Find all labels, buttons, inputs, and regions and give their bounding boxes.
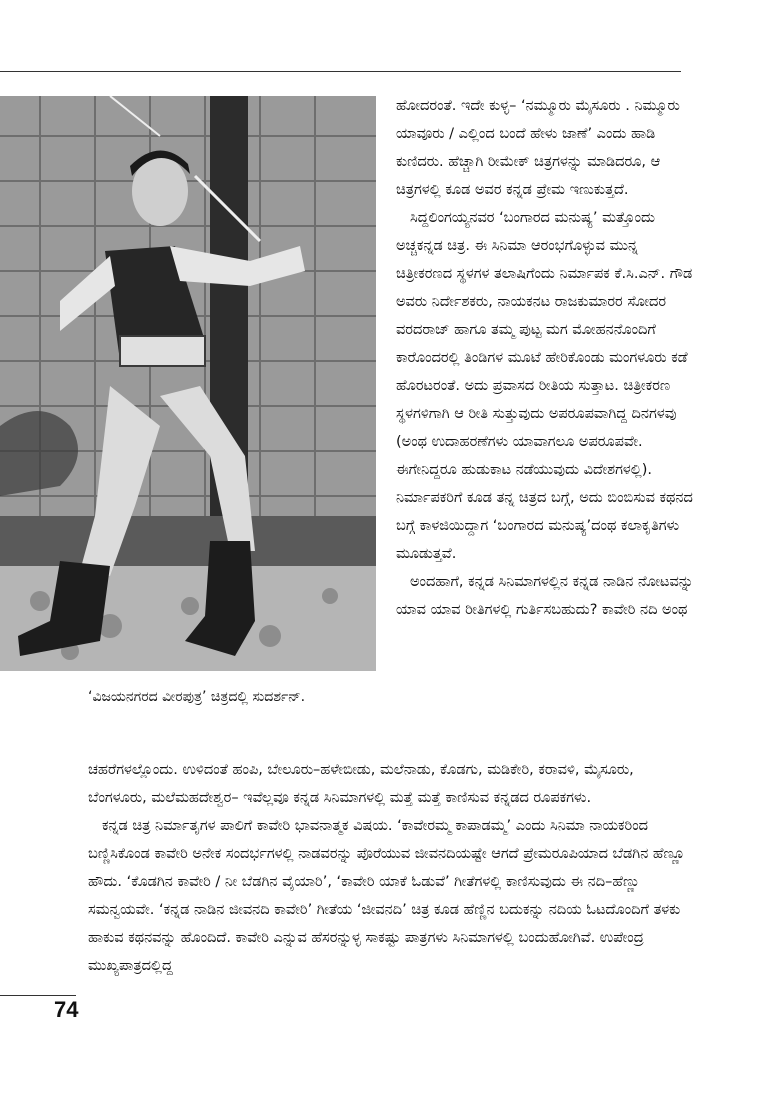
film-still-photo [0, 96, 376, 671]
paragraph: ಅಂದಹಾಗೆ, ಕನ್ನಡ ಸಿನಿಮಾಗಳಲ್ಲಿನ ಕನ್ನಡ ನಾಡಿನ ನೋಟವನ್ನು ಯಾವ ಯಾವ ರೀತಿಗಳಲ್ಲಿ ಗುರ್ತಿಸಬಹುದು? ಕಾವೇರಿ ನದಿ ಅಂಥ [396, 574, 694, 618]
film-still-illustration [0, 96, 376, 671]
right-column-text [396, 92, 696, 624]
paragraph: ಸಿದ್ದಲಿಂಗಯ್ಯನವರ ‘ಬಂಗಾರದ ಮನುಷ್ಯ’ ಮತ್ತೊಂದು ಅಚ್ಚಕನ್ನಡ ಚಿತ್ರ. ಈ ಸಿನಿಮಾ ಆರಂಭಗೊಳ್ಳುವ ಮುನ್ನ ಚಿತ್ರೀಕರಣದ ಸ್ಥಳಗಳ ತಲಾಷಿಗೆಂದು ನಿರ್ಮಾಪಕ ಕೆ.ಸಿ.ಎನ್. ಗೌಡ ಅವರು ನಿರ್ದೇಶಕರು, ನಾಯಕನಟ ರಾಜಕುಮಾರರ ಸೋದರ ವರದರಾಜ್ ಹಾಗೂ ತಮ್ಮ ಪುಟ್ಟ ಮಗ ಮೋಹನನೊಂದಿಗೆ ಕಾರೊಂದರಲ್ಲಿ ತಿಂಡಿಗಳ ಮೂಟೆ ಹೇರಿಕೊಂಡು ಮಂಗಳೂರು ಕಡೆ ಹೊರಟರಂತೆ. ಅದು ಪ್ರವಾಸದ ರೀತಿಯ ಸುತ್ತಾಟ. ಚಿತ್ರೀಕರಣ ಸ್ಥಳಗಳಿಗಾಗಿ ಆ ರೀತಿ ಸುತ್ತುವುದು ಅಪರೂಪವಾಗಿದ್ದ ದಿನಗಳವು (ಅಂಥ ಉದಾಹರಣೆಗಳು ಯಾವಾಗಲೂ ಅಪರೂಪವೇ. ಈಗೇನಿದ್ದರೂ ಹುಡುಕಾಟ ನಡೆಯುವುದು ವಿದೇಶಗಳಲ್ಲಿ). ನಿರ್ಮಾಪಕರಿಗೆ ಕೂಡ ತನ್ನ ಚಿತ್ರದ ಬಗ್ಗೆ, ಅದು ಬಿಂಬಿಸುವ ಕಥನದ ಬಗ್ಗೆ ಕಾಳಜಿಯಿದ್ದಾಗ ‘ಬಂಗಾರದ ಮನುಷ್ಯ’ದಂಥ ಕಲಾಕೃತಿಗಳು ಮೂಡುತ್ತವೆ. [396, 210, 693, 562]
paragraph: ಕನ್ನಡ ಚಿತ್ರ ನಿರ್ಮಾತೃಗಳ ಪಾಲಿಗೆ ಕಾವೇರಿ ಭಾವನಾತ್ಮಕ ವಿಷಯ. ‘ಕಾವೇರಮ್ಮ ಕಾಪಾಡಮ್ಮ’ ಎಂದು ಸಿನಿಮಾ ನಾಯಕರಿಂದ ಬಣ್ಣಿಸಿಕೊಂಡ ಕಾವೇರಿ ಅನೇಕ ಸಂದರ್ಭಗಳಲ್ಲಿ ನಾಡವರನ್ನು ಪೊರೆಯುವ ಜೀವನದಿಯಷ್ಟೇ ಆಗದೆ ಪ್ರೇಮರೂಪಿಯಾದ ಬೆಡಗಿನ ಹೆಣ್ಣೂ ಹೌದು. ‘ಕೊಡಗಿನ ಕಾವೇರಿ / ನೀ ಬೆಡಗಿನ ವೈಯಾರಿ’, ‘ಕಾವೇರಿ ಯಾಕೆ ಓಡುವೆ’ ಗೀತೆಗಳಲ್ಲಿ ಕಾಣಿಸುವುದು ಈ ನದಿ–ಹೆಣ್ಣು ಸಮನ್ವಯವೇ. ‘ಕನ್ನಡ ನಾಡಿನ ಜೀವನದಿ ಕಾವೇರಿ’ ಗೀತೆಯ ‘ಜೀವನದಿ’ ಚಿತ್ರ ಕೂಡ ಹೆಣ್ಣಿನ ಬದುಕನ್ನು ನದಿಯ ಓಟದೊಂದಿಗೆ ತಳಕು ಹಾಕುವ ಕಥನವನ್ನು ಹೊಂದಿದೆ. ಕಾವೇರಿ ಎನ್ನುವ ಹೆಸರನ್ನುಳ್ಳ ಸಾಕಷ್ಟು ಪಾತ್ರಗಳು ಸಿನಿಮಾಗಳಲ್ಲಿ ಬಂದುಹೋಗಿವೆ. ಉಪೇಂದ್ರ ಮುಖ್ಯಪಾತ್ರದಲ್ಲಿದ್ದ [88, 818, 686, 974]
top-rule [0, 71, 681, 72]
bottom-rule [0, 995, 76, 996]
page-number: 74 [54, 997, 79, 1022]
paragraph: ಚಹರೆಗಳಲ್ಲೊಂದು. ಉಳಿದಂತೆ ಹಂಪಿ, ಬೇಲೂರು–ಹಳೇಬೀಡು, ಮಲೆನಾಡು, ಕೊಡಗು, ಮಡಿಕೇರಿ, ಕರಾವಳಿ, ಮೈಸೂರು, ಬೆಂಗಳೂರು, ಮಲೆಮಹದೇಶ್ವರ– ಇವೆಲ್ಲವೂ ಕನ್ನಡ ಸಿನಿಮಾಗಳಲ್ಲಿ ಮತ್ತೆ ಮತ್ತೆ ಕಾಣಿಸುವ ಕನ್ನಡದ ರೂಪಕಗಳು. [88, 762, 634, 806]
paragraph: ಹೋದರಂತೆ. ಇದೇ ಕುಳ್ಳ– ‘ನಮ್ಮೂರು ಮೈಸೂರು . ನಿಮ್ಮೂರು ಯಾವೂರು / ಎಲ್ಲಿಂದ ಬಂದೆ ಹೇಳು ಜಾಣೆ’ ಎಂದು ಹಾಡಿ ಕುಣಿದರು. ಹೆಚ್ಚಾಗಿ ರೀಮೇಕ್ ಚಿತ್ರಗಳನ್ನು ಮಾಡಿದರೂ, ಆ ಚಿತ್ರಗಳಲ್ಲಿ ಕೂಡ ಅವರ ಕನ್ನಡ ಪ್ರೇಮ ಇಣುಕುತ್ತದೆ. [396, 98, 680, 198]
full-width-text [88, 756, 692, 980]
photo-caption: ‘ವಿಜಯನಗರದ ವೀರಪುತ್ರ’ ಚಿತ್ರದಲ್ಲಿ ಸುದರ್ಶನ್. [88, 689, 306, 705]
